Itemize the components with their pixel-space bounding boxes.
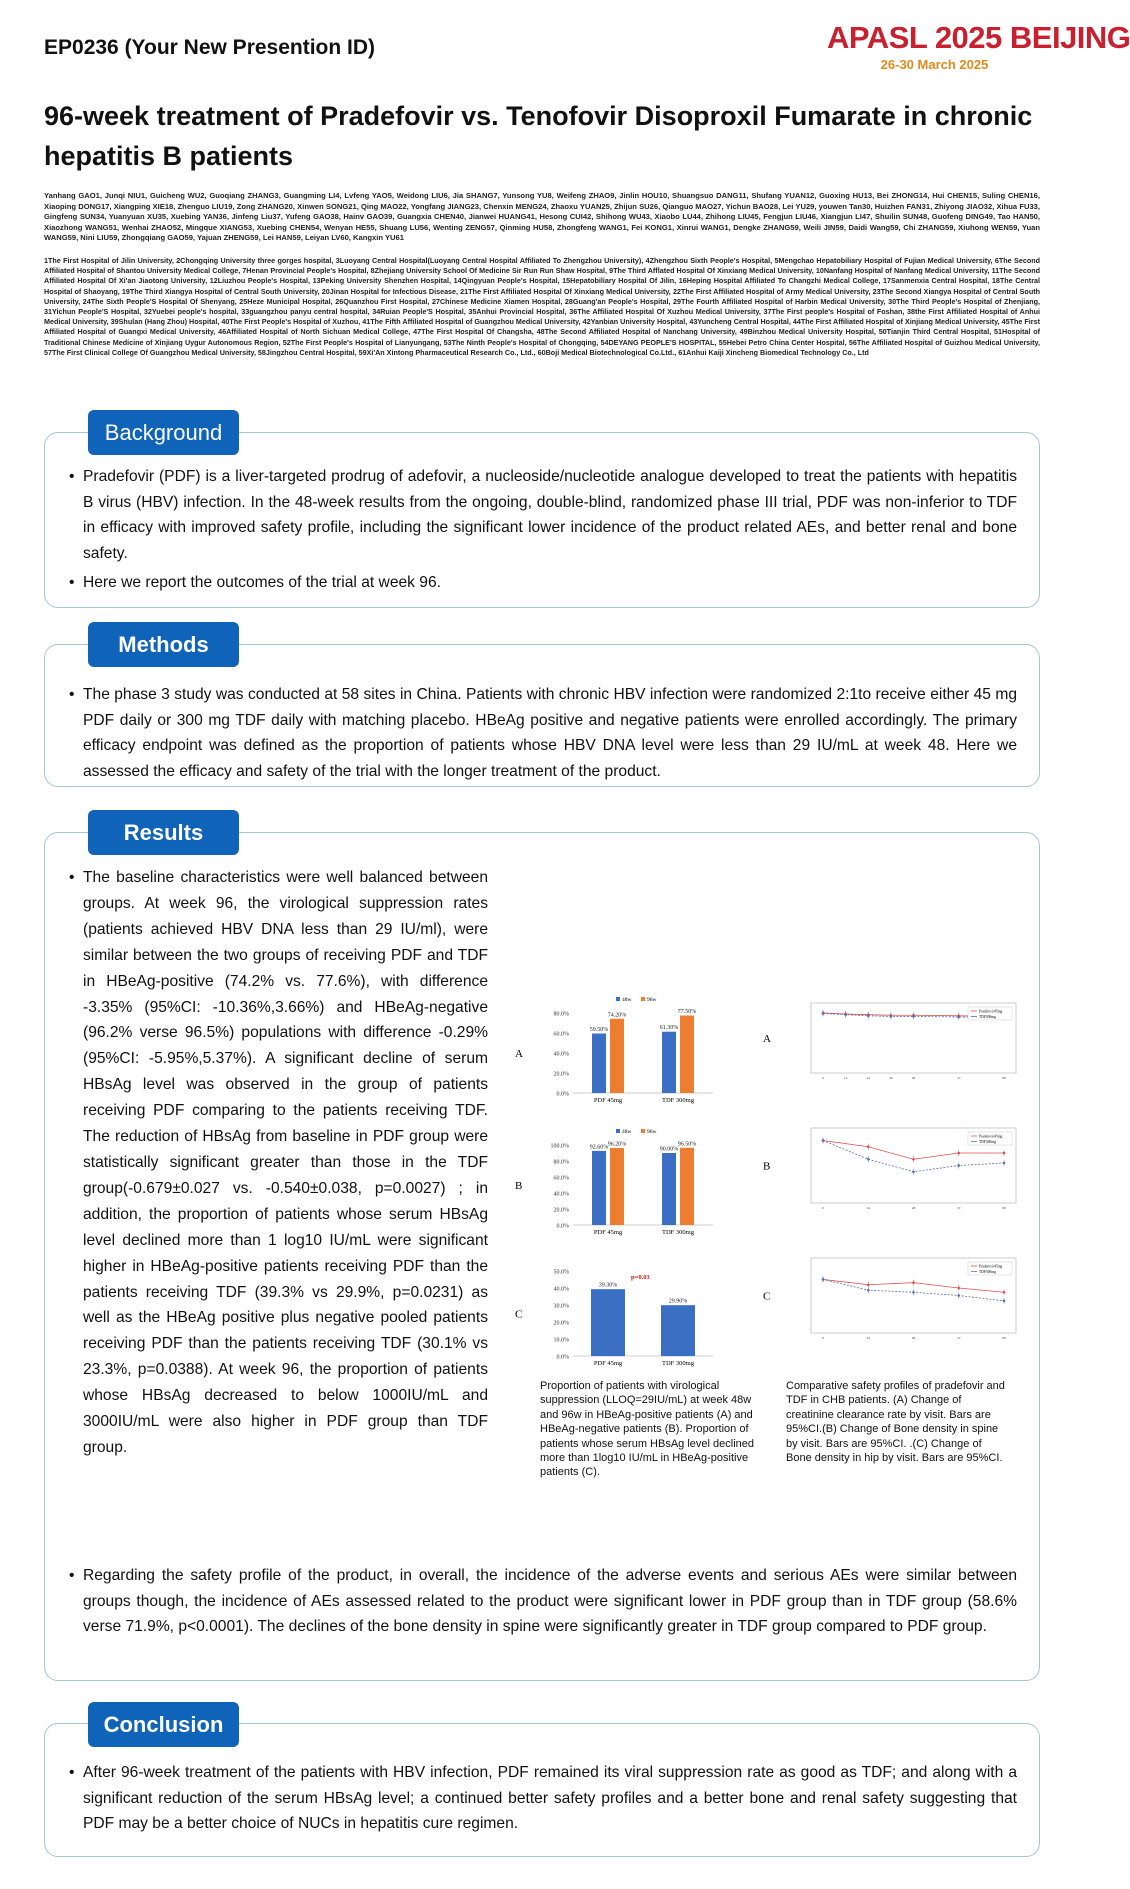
y-tick-label: 30.0% xyxy=(553,1303,569,1310)
data-label: 39.30% xyxy=(598,1282,618,1289)
x-tick-label: 96 xyxy=(1002,1336,1006,1340)
panel-label: C xyxy=(515,1308,523,1321)
y-tick-label: 40.0% xyxy=(553,1191,569,1198)
legend-label: 96w xyxy=(647,997,657,1003)
x-tick-label: PDF 45mg xyxy=(593,1097,623,1104)
logo-dates: 26-30 March 2025 xyxy=(880,57,989,72)
y-tick-label: 50.0% xyxy=(553,1269,569,1276)
data-point xyxy=(957,1294,960,1297)
background-bullets xyxy=(69,464,1017,596)
background-section xyxy=(44,432,1040,608)
line-charts xyxy=(761,998,1031,1390)
bar xyxy=(610,1019,624,1093)
legend-swatch xyxy=(641,997,645,1001)
y-tick-label: 40.0% xyxy=(553,1051,569,1058)
data-point xyxy=(844,1013,847,1016)
legend-label: Pradefovir45mg xyxy=(979,1264,1003,1269)
data-label: 29.90% xyxy=(668,1298,688,1305)
data-point xyxy=(822,1278,825,1281)
bar-chart-A xyxy=(515,997,713,1104)
y-tick-label: 10.0% xyxy=(553,1337,569,1344)
data-point xyxy=(1003,1162,1006,1165)
data-point xyxy=(1003,1152,1006,1155)
x-tick-label: PDF 45mg xyxy=(593,1229,623,1236)
bar-chart-B xyxy=(515,1129,713,1236)
affiliation-list: 1The First Hospital of Jilin University, 2Chongqing University three gorges hospital, 3Luoyang Central Hospital(Luoyang Central Hospital Affiliated To Zhengzhou University), 4Zhengzhou Sixth People's Hospital, 5Mengchao Hepatobiliary Hospital of Fujian Medical University, 6The Second Affiliated Hospital of Shantou University Medical College, 7Henan Provincial People's Hospital, 8Zhejiang University School Of Medicine Sir Run Run Shaw Hospital, 9The Third Afflated Hospital Of Xinxiang Medical University, 10Nanfang Hospital of Nanfang Medical University, 11The Second Affiliated Hospital Of Xi'an Jiaotong University, 12Liuzhou People's Hospital, 13Peking University Shenzhen Hospital, 14Qingyuan People's Hospital, 15Hepatobiliary Hospital Of Jilin, 16Heping Hospital Affiliated To Changzhi Medical College, 17Sanmenxia Central Hospital, 18The Central Hospital of Shaoyang, 19The Third Xiangya Hospital of Central South University, 20Jinan Hospital for Infectious Disease, 21The First Affiliated Hospital Of Xinxiang Medical University, 22The First Affiliated Hospital of Army Medical University, 23The Second Xiangya Hospital of Central South University, 24The Sixth People'S Hospital Of Shenyang, 25Heze Municipal Hospital, 26Quanzhou First Hospital, 27Chinese Medicine Xiamen Hospital, 28Guang'an People's Hospital, 29The Fourth Affiliated Hospital of Harbin Medical University, 30The Third People's Hospital of Zhenjiang, 31Yichun People'S Hospital, 32Yuebei people's hospital, 33guangzhou panyu central hospital, 34Ruian People'S Hospital, 35Anhui Provincial Hospital, 36The Affiliated Hospital Of Xuzhou Medical University, 37The First people's Hospital of Foshan, 38the First Affiliated Hospital of Anhui Medical University, 39Shulan (Hang Zhou) Hospital, 40The First People's Hospital of Xuzhou, 41The Fifth Affiliated Hospital of Guangzhou Medical University, 42Yanbian University Hospital, 43Yuncheng Central Hospital, 44The First Affiliated Hospital of Xinjiang Medical University, 45The First Affiliated Hospital of Guangxi Medical University, 46Affiliated Hospital of North Sichuan Medical College, 47The First Hospital Of Changsha, 48The Second Affiliated Hospital of Nanchang University, 49Binzhou Medical University Hospital, 50Tianjin Third Central Hospital, 51Hospital of Traditional Chinese Medicine of Xinjiang Uygur Autonomous Region, 52The First People's Hospital of Lianyungang, 53The Ninth People's Hospital of Chongqing, 54DEYANG PEOPLE'S HOSPITAL, 55Hebei Petro China Center Hospital, 56The Affiliated Hospital of Guizhou Medical University, 57The First Clinical College Of Guangzhou Medical University, 58Jingzhou Central Hospital, 59Xi'An Xintong Pharmaceutical Research Co., Ltd., 60Boji Medical Biotechnological Co.Ltd., 61Anhui Kaiji Xincheng Biomedical Technology Co., Ltd xyxy=(44,256,1040,357)
data-label: 77.50% xyxy=(677,1009,697,1015)
data-point xyxy=(957,1152,960,1155)
legend-label: 48w xyxy=(622,1129,632,1135)
legend-label: TDF300mg xyxy=(979,1270,996,1274)
results-heading: Results xyxy=(88,810,239,855)
x-tick-label: 72 xyxy=(957,1336,961,1340)
data-point xyxy=(1003,1300,1006,1303)
panel-label: A xyxy=(515,1048,523,1060)
line-chart-A xyxy=(763,1003,1016,1080)
x-tick-label: PDF 45mg xyxy=(593,1360,623,1367)
line-chart-figure xyxy=(761,998,1031,1390)
bar xyxy=(591,1289,625,1356)
results-section xyxy=(44,832,1040,1681)
data-label: 59.50% xyxy=(589,1027,609,1033)
y-tick-label: 0.0% xyxy=(556,1091,569,1098)
x-tick-label: TDF 300mg xyxy=(662,1360,694,1367)
x-tick-label: 24 xyxy=(866,1076,870,1080)
x-tick-label: 48 xyxy=(911,1336,916,1340)
legend-swatch xyxy=(616,1129,620,1133)
data-point xyxy=(867,1289,870,1292)
y-tick-label: 100.0% xyxy=(550,1143,569,1150)
list-item: • The phase 3 study was conducted at 58 sites in China. Patients with chronic HBV infection were randomized 2:1to receive either 45 mg PDF daily or 300 mg TDF daily with matching placebo. HBeAg positive and negative patients were enrolled accordingly. The primary efficacy endpoint was defined as the proportion of patients whose HBV DNA level were less than 29 IU/mL at week 48. Here we assessed the efficacy and safety of the trial with the longer treatment of the product. xyxy=(69,682,1017,784)
panel-label: C xyxy=(763,1290,771,1303)
x-tick-label: 12 xyxy=(843,1076,848,1080)
list-item: • The baseline characteristics were well balanced between groups. At week 96, the virological suppression rates (patients achieved HBV DNA less than 29 IU/ml), were similar between the two groups of receiving PDF and TDF in HBeAg-positive (74.2% vs. 77.6%), with difference -3.35% (95%CI: -10.36%,3.66%) and HBeAg-negative (96.2% verse 96.5%) populations with difference -0.29% (95%CI: -5.95%,5.37%). A significant decline of serum HBsAg level was observed in the group of patients receiving PDF comparing to the patients receiving TDF. The reduction of HBsAg from baseline in PDF group were statistically significant greater than those in the TDF group(-0.679±0.027 vs. -0.540±0.038, p=0.0027) ; in addition, the proportion of patients whose serum HBsAg level declined more than 1 log10 IU/mL were significant higher in HBeAg-positive patients receiving PDF than the patients receiving TDF (39.3% vs 29.9%, p=0.0231) as well as the HBeAg positive plus negative pooled patients receiving PDF than the patients receiving TDF (30.1% vs 23.3%, p=0.0388). At week 96, the proportion of patients whose HBsAg decreased to below 1000IU/mL and 3000IU/mL were also higher in PDF group than TDF group. xyxy=(69,865,488,1461)
bar xyxy=(680,1148,694,1225)
legend-label: Pradefovir45mg xyxy=(979,1009,1003,1014)
x-tick-label: 24 xyxy=(866,1206,870,1210)
data-point xyxy=(912,1015,915,1018)
data-point xyxy=(822,1012,825,1015)
bar-figure-caption: Proportion of patients with virological suppression (LLOQ=29IU/mL) at week 48w and 96w in HBeAg-positive patients (A) and HBeAg-negative patients (B). Proportion of patients whose serum HBsAg level declined more than 1log10 IU/mL in HBeAg-positive patients (C). xyxy=(540,1380,755,1479)
bar-chart-C xyxy=(515,1270,713,1368)
results-bullets xyxy=(69,865,488,1461)
legend-label: TDF300mg xyxy=(979,1015,996,1019)
conclusion-heading: Conclusion xyxy=(88,1702,239,1747)
list-item: • Here we report the outcomes of the trial at week 96. xyxy=(69,570,1017,596)
y-tick-label: 20.0% xyxy=(553,1320,569,1327)
poster-id: EP0236 (Your New Presention ID) xyxy=(44,36,376,59)
bar-charts xyxy=(513,993,803,1385)
x-tick-label: 48 xyxy=(911,1076,916,1080)
data-label: 92.60% xyxy=(589,1144,609,1151)
data-label: 90.00% xyxy=(659,1146,679,1153)
line-chart-C xyxy=(763,1258,1016,1340)
legend-label: 96w xyxy=(647,1129,657,1135)
y-tick-label: 0.0% xyxy=(556,1354,569,1361)
x-tick-label: 96 xyxy=(1002,1206,1006,1210)
author-list: Yanhang GAO1, Junqi NIU1, Guicheng WU2, Guoqiang ZHANG3, Guangming LI4, Lvfeng YAO5, Weidong LIU6, Jia SHANG7, Yunsong YU8, Weifeng ZHAO9, Jinlin HOU10, Shuangsuo DANG11, Shufang YUAN12, Guoxing HU13, Bei ZHONG14, Hui CHEN15, Suling CHEN16, Xiaoping DONG17, Xiangping XIE18, Zhenguo LIU19, Zong ZHANG20, Xinwen SONG21, Qing MAO22, Yongfang JIANG23, Chenxin MENG24, Zhaoxu YUAN25, Zhijun SU26, Qianguo MAO27, Yichun BAO28, Lei YU29, youwen Tan30, Huizhen FAN31, Zhiyong JIAO32, Xihua FU33, Gingfeng SUN34, Yuanyuan XU35, Xuebing YAN36, Jinfeng Liu37, Yufeng GAO38, Hainv GAO39, Guangxia CHEN40, Jianwei HUANG41, Hesong CUI42, Shihong WU43, Xiaobo LU44, Zhihong LIU45, Fengjun LIU46, Xiangjun LI47, Shuilin SUN48, Guofeng DING49, Tao HAN50, Xiaozhong WANG51, Wenhai ZHAO52, Mingque XIANG53, Xuebing CHEN54, Wenyan HE55, Shuang LU56, Wenting ZENG57, Qinming HU58, Zhongfeng WANG1, Fei KONG1, Xinrui WANG1, Dengke ZHANG59, Weili JIN59, Daidi Wang59, Chi ZHANG59, Xiuhong WEN59, Yuan WANG59, Nini LIU59, Zhongqiang GAO59, Yajuan ZHENG59, Lei HAN59, Leiyan LV60, Kangxin YU61 xyxy=(44,191,1040,243)
data-point xyxy=(890,1015,893,1018)
x-tick-label: 36 xyxy=(889,1076,893,1080)
methods-heading: Methods xyxy=(88,622,239,667)
y-tick-label: 60.0% xyxy=(553,1031,569,1038)
y-tick-label: 60.0% xyxy=(553,1175,569,1182)
line-chart-B xyxy=(763,1128,1016,1210)
x-tick-label: 72 xyxy=(957,1206,961,1210)
x-tick-label: 48 xyxy=(911,1206,916,1210)
panel-label: B xyxy=(763,1160,771,1173)
bar xyxy=(662,1032,676,1093)
data-point xyxy=(912,1281,915,1284)
panel-label: B xyxy=(515,1180,523,1192)
background-heading: Background xyxy=(88,410,239,455)
y-tick-label: 20.0% xyxy=(553,1207,569,1214)
y-tick-label: 80.0% xyxy=(553,1011,569,1018)
data-point xyxy=(912,1291,915,1294)
bar xyxy=(661,1305,695,1356)
data-point xyxy=(867,1145,870,1148)
poster-title: 96-week treatment of Pradefovir vs. Tenofovir Disoproxil Fumarate in chronic hepatitis B patients xyxy=(44,101,1033,171)
y-tick-label: 20.0% xyxy=(553,1071,569,1078)
legend-label: TDF300mg xyxy=(979,1140,996,1144)
line-figure-caption: Comparative safety profiles of pradefovir and TDF in CHB patients. (A) Change of creatinine clearance rate by visit. Bars are 95%CI.(B) Change of Bone density in spine by visit. Bars are 95%CI. .(C) Change of Bone density in hip by visit. Bars are 95%CI. xyxy=(786,1380,1005,1465)
data-point xyxy=(867,1158,870,1161)
data-point xyxy=(867,1015,870,1018)
list-item: • Regarding the safety profile of the product, in overall, the incidence of the adverse events and serious AEs were similar between groups though, the incidence of AEs assessed related to the product were significant lower in PDF group than in TDF group (58.6% verse 71.9%, p<0.0001). The declines of the bone density in spine were significantly greater in TDF group compared to PDF group. xyxy=(69,1563,1017,1640)
data-label: 96.20% xyxy=(607,1141,627,1148)
x-tick-label: 0 xyxy=(822,1076,824,1080)
bar xyxy=(662,1153,676,1225)
data-point xyxy=(912,1158,915,1161)
x-tick-label: 24 xyxy=(866,1336,870,1340)
results-bullets-2 xyxy=(69,1563,1017,1640)
bar xyxy=(610,1148,624,1225)
methods-bullets xyxy=(69,682,1017,784)
x-tick-label: 96 xyxy=(1002,1076,1006,1080)
list-item: • Pradefovir (PDF) is a liver-targeted prodrug of adefovir, a nucleoside/nucleotide analogue developed to treat the patients with hepatitis B virus (HBV) infection. In the 48-week results from the ongoing, double-blind, randomized phase III trial, PDF was non-inferior to TDF in efficacy with improved safety profile, including the significant lower incidence of the product related AEs, and better renal and bone safety. xyxy=(69,464,1017,566)
panel-label: A xyxy=(763,1033,771,1045)
bar-chart-figure xyxy=(513,993,803,1385)
list-item: • After 96-week treatment of the patients with HBV infection, PDF remained its viral suppression rate as good as TDF; and along with a significant reduction of the serum HBsAg level; a continued better safety profiles and a better bone and renal safety suggesting that PDF may be a better choice of NUCs in hepatitis cure regimen. xyxy=(69,1760,1017,1837)
data-label: 61.30% xyxy=(659,1025,679,1032)
x-tick-label: TDF 300mg xyxy=(662,1097,694,1104)
bar xyxy=(592,1151,606,1225)
y-tick-label: 80.0% xyxy=(553,1159,569,1166)
logo-title: APASL 2025 BEIJING xyxy=(827,20,1130,55)
data-point xyxy=(957,1287,960,1290)
data-point xyxy=(1003,1291,1006,1294)
p-value-annotation: p=0.03 xyxy=(631,1274,650,1281)
x-tick-label: 0 xyxy=(822,1206,824,1210)
conference-logo xyxy=(827,20,1130,72)
data-label: 96.50% xyxy=(677,1141,697,1148)
legend-label: 48w xyxy=(622,997,632,1003)
data-point xyxy=(822,1139,825,1142)
x-tick-label: 72 xyxy=(957,1076,961,1080)
bar xyxy=(680,1016,694,1094)
legend-swatch xyxy=(616,997,620,1001)
x-tick-label: 0 xyxy=(822,1336,824,1340)
data-point xyxy=(912,1170,915,1173)
conclusion-bullets xyxy=(69,1760,1017,1837)
data-point xyxy=(957,1164,960,1167)
data-label: 74.20% xyxy=(607,1012,627,1019)
legend-label: Pradefovir45mg xyxy=(979,1134,1003,1139)
data-point xyxy=(957,1016,960,1019)
bar xyxy=(592,1034,606,1094)
y-tick-label: 40.0% xyxy=(553,1286,569,1293)
y-tick-label: 0.0% xyxy=(556,1223,569,1230)
x-tick-label: TDF 300mg xyxy=(662,1229,694,1236)
legend-swatch xyxy=(641,1129,645,1133)
data-point xyxy=(867,1283,870,1286)
